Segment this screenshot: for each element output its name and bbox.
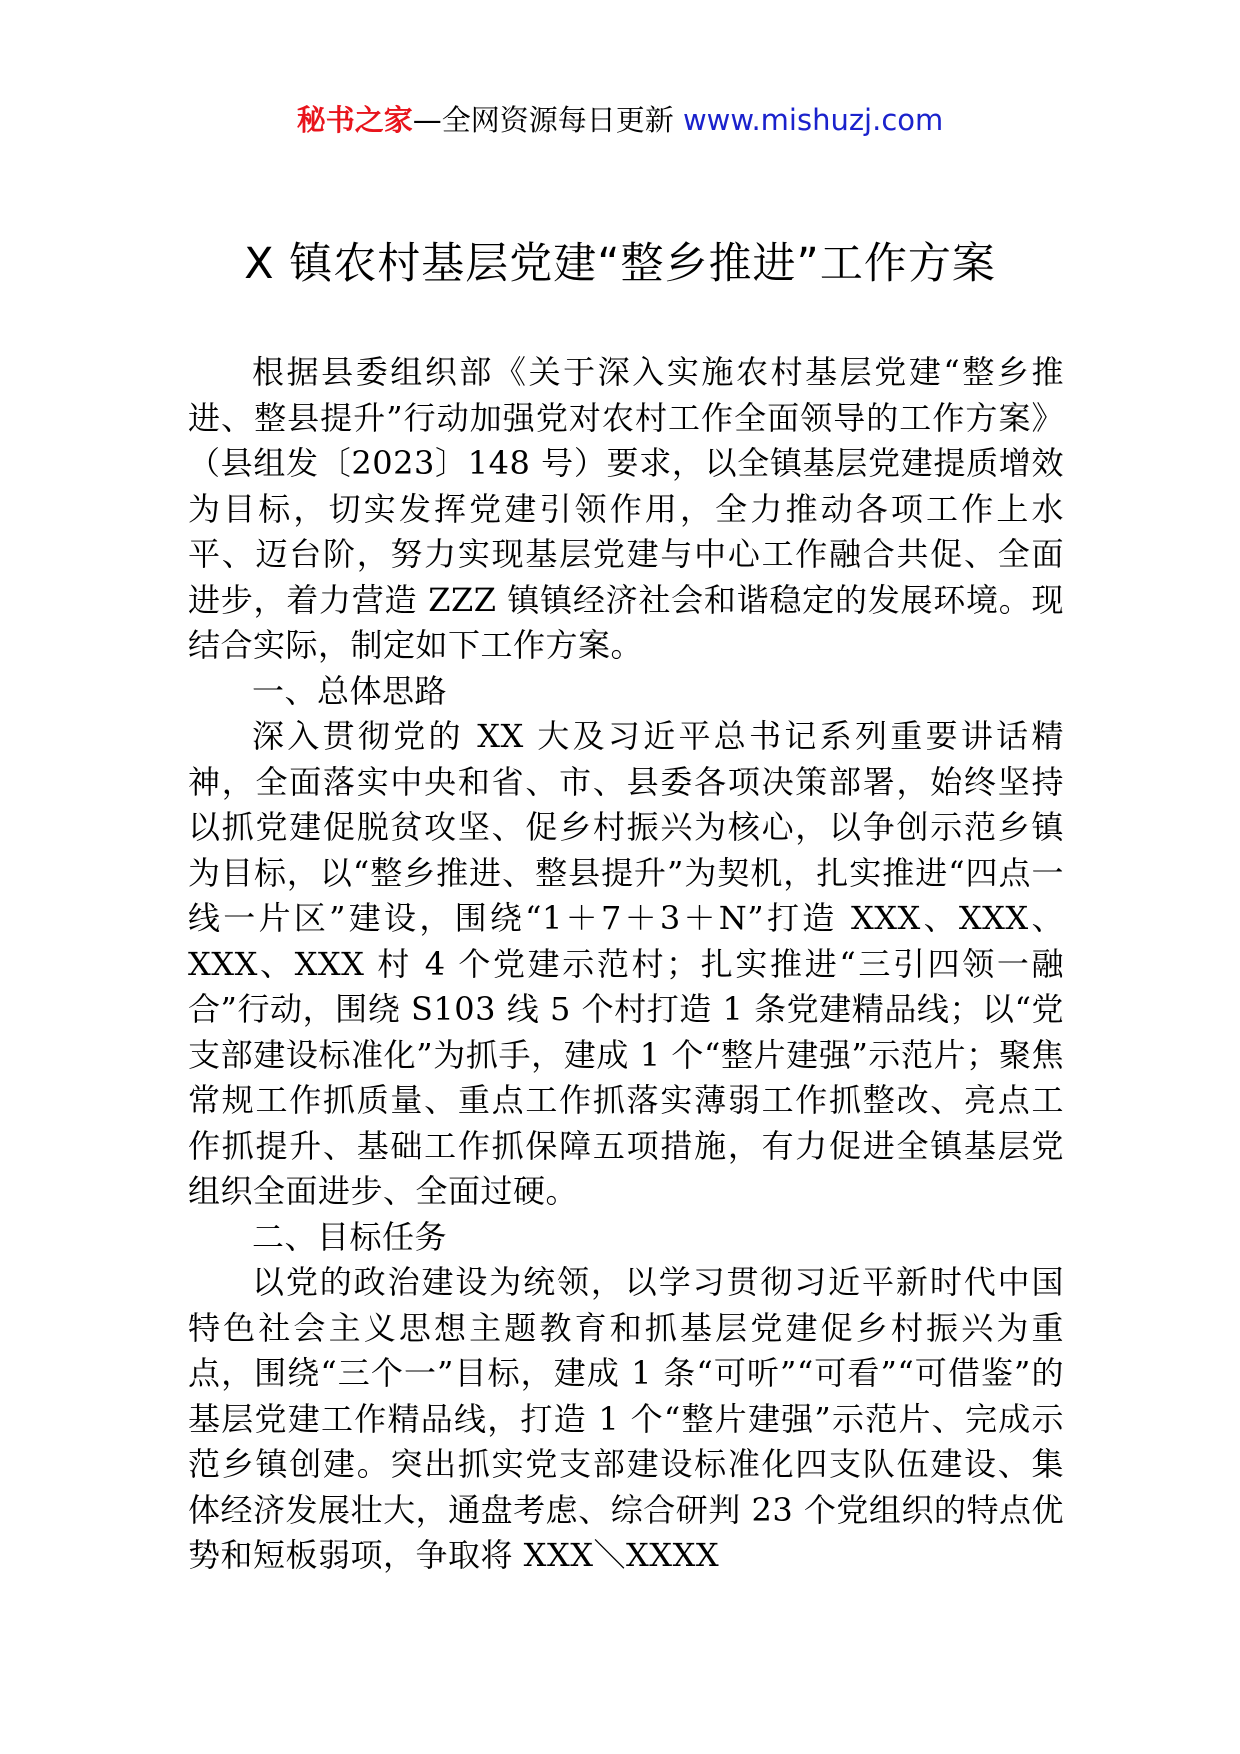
document-body [188,350,1064,1579]
site-banner [0,100,1240,140]
section-heading-overall-approach: 一、总体思路 [252,671,448,710]
brand-name: 秘书之家 [296,103,413,137]
section-heading-goals-tasks: 二、目标任务 [252,1217,448,1256]
goals-tasks-paragraph: 以党的政治建设为统领，以学习贯彻习近平新时代中国特色社会主义思想主题教育和抓基层党建促乡村振兴为重点，围绕“三个一”目标，建成 1 条“可听”“可看”“可借鉴”的基层党建工作精品线，打造 1 个“整片建强”示范片、完成示范乡镇创建。突出抓实党支部建设标准化四支队伍建设、集体经济发展壮大，通盘考虑、综合研判 23 个党组织的特点优势和短板弱项，争取将 XXX＼XXXX [188,1263,1064,1574]
overall-approach-paragraph: 深入贯彻党的 XX 大及习近平总书记系列重要讲话精神，全面落实中央和省、市、县委各项决策部署，始终坚持以抓党建促脱贫攻坚、促乡村振兴为核心，以争创示范乡镇为目标，以“整乡推进、整县提升”为契机，扎实推进“四点一线一片区”建设，围绕“1＋7＋3＋N”打造 XXX、XXX、XXX、XXX 村 4 个党建示范村；扎实推进“三引四领一融合”行动，围绕 S103 线 5 个村打造 1 条党建精品线；以“党支部建设标准化”为抓手，建成 1 个“整片建强”示范片；聚焦常规工作抓质量、重点工作抓落实薄弱工作抓整改、亮点工作抓提升、基础工作抓保障五项措施，有力促进全镇基层党组织全面进步、全面过硬。 [188,717,1064,1210]
banner-slogan: —全网资源每日更新 [412,103,683,137]
document-title: X 镇农村基层党建“整乡推进”工作方案 [244,239,996,289]
site-link[interactable]: www.mishuzj.com [682,103,944,137]
intro-paragraph: 根据县委组织部《关于深入实施农村基层党建“整乡推进、整县提升”行动加强党对农村工作全面领导的工作方案》（县组发〔2023〕148 号）要求，以全镇基层党建提质增效为目标，切实发挥党建引领作用，全力推动各项工作上水平、迈台阶，努力实现基层党建与中心工作融合共促、全面进步，着力营造 ZZZ 镇镇经济社会和谐稳定的发展环境。现结合实际，制定如下工作方案。 [188,353,1064,664]
